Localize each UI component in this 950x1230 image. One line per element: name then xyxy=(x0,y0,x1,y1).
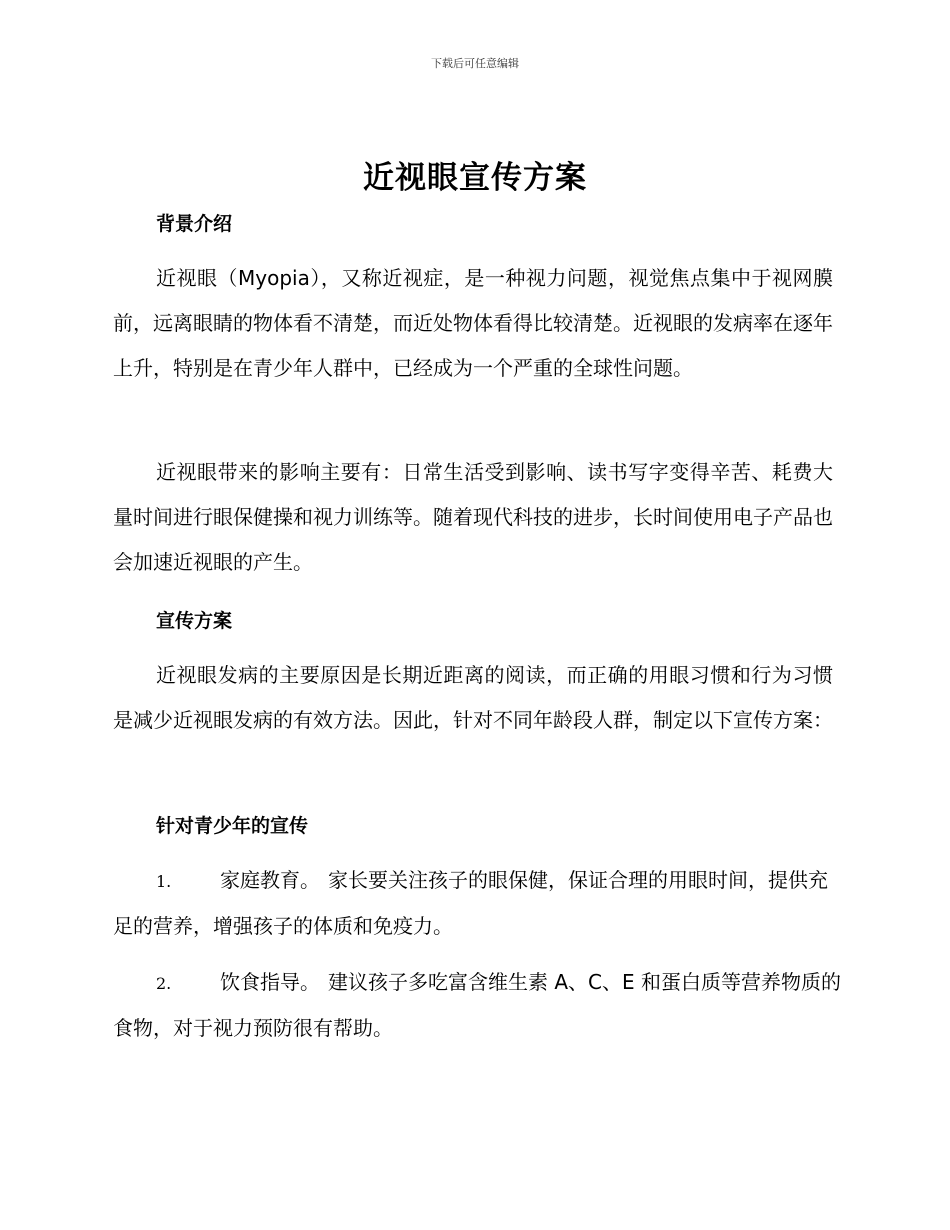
list-item-title: 饮食指导。 xyxy=(220,970,320,994)
list-item-title: 家庭教育。 xyxy=(220,868,320,892)
section-heading-youth: 针对青少年的宣传 xyxy=(156,815,309,837)
paragraph-background-1: 近视眼（Myopia），又称近视症，是一种视力问题，视觉焦点集中于视网膜前，远离眼睛的物体看不清楚，而近处物体看得比较清楚。近视眼的发病率在逐年上升，特别是在青少年人群中，已经成为一个严重的全球性问题。 xyxy=(113,266,833,380)
list-item-text: 家长要关注孩子的眼保健，保证合理的用眼时间，提供充足的营养，增强孩子的体质和免疫力。 xyxy=(113,868,828,938)
list-item-text: 建议孩子多吃富含维生素 A、C、E 和蛋白质等营养物质的食物，对于视力预防很有帮助。 xyxy=(113,970,841,1040)
section-heading-plan: 宣传方案 xyxy=(156,610,233,632)
section-heading-background: 背景介绍 xyxy=(156,213,233,235)
list-item-number: 2. xyxy=(156,974,172,993)
paragraph-background-2: 近视眼带来的影响主要有：日常生活受到影响、读书写字变得辛苦、耗费大量时间进行眼保健操和视力训练等。随着现代科技的进步，长时间使用电子产品也会加速近视眼的产生。 xyxy=(113,460,833,574)
header-note: 下载后可任意编辑 xyxy=(431,57,519,70)
list-item xyxy=(113,858,843,949)
list-item xyxy=(113,960,843,1051)
document-title: 近视眼宣传方案 xyxy=(363,160,587,196)
paragraph-plan-1: 近视眼发病的主要原因是长期近距离的阅读，而正确的用眼习惯和行为习惯是减少近视眼发病的有效方法。因此，针对不同年龄段人群，制定以下宣传方案： xyxy=(113,663,833,732)
list-item-number: 1. xyxy=(156,872,172,891)
